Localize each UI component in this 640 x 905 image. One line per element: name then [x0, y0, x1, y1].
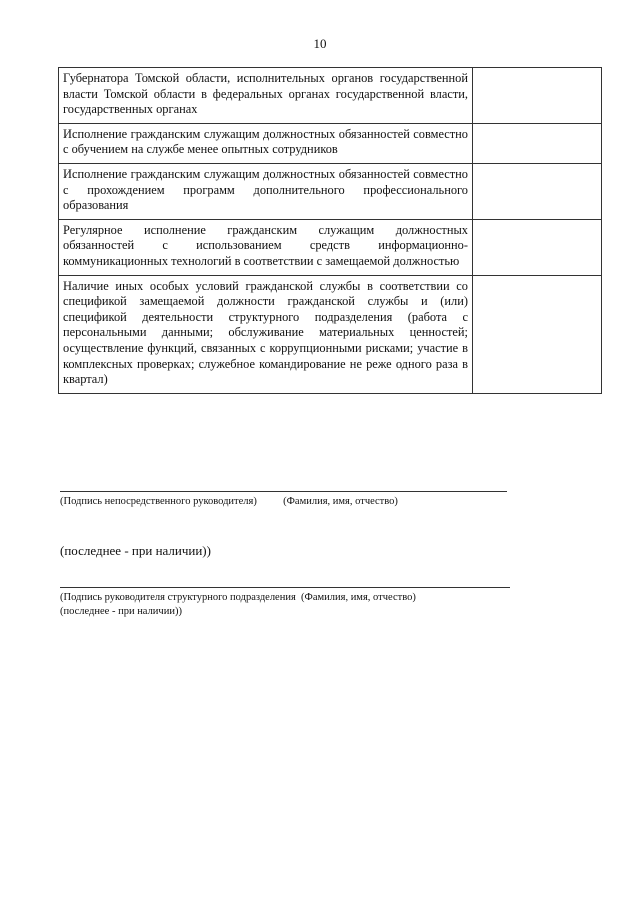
criteria-text-cell: Исполнение гражданским служащим должностных обязанностей совместно с обучением на службе менее опытных сотрудников [59, 123, 473, 163]
page-number: 10 [313, 36, 327, 51]
signature-line-department-head [60, 587, 510, 588]
criteria-text-cell: Регулярное исполнение гражданским служащим должностных обязанностей с использованием средств информационно-коммуникационных технологий в соответствии с замещаемой должностью [59, 219, 473, 275]
signature-line-supervisor [60, 491, 507, 492]
table-row [59, 123, 602, 163]
criteria-text-cell: Наличие иных особых условий гражданской службы в соответствии со спецификой замещаемой должности гражданской службы и (или) спецификой деятельности структурного подразделения (работа с персональными данными; обслуживание материальных ценностей; осуществление функций, связанных с коррупционными рисками; участие в комплексных проверках; служебное командирование не реже одного раза в квартал) [59, 275, 473, 393]
signature-note: (последнее - при наличии)) [60, 543, 211, 558]
mark-cell [473, 163, 602, 219]
table-row [59, 275, 602, 393]
table-row [59, 163, 602, 219]
criteria-text-cell: Губернатора Томской области, исполнительных органов государственной власти Томской области в федеральных органах государственной власти, государственных органах [59, 68, 473, 124]
signature-caption-department-head-note: (последнее - при наличии)) [60, 606, 182, 617]
criteria-text-cell: Исполнение гражданским служащим должностных обязанностей совместно с прохождением программ дополнительного профессионального образования [59, 163, 473, 219]
mark-cell [473, 219, 602, 275]
mark-cell [473, 68, 602, 124]
table-row [59, 219, 602, 275]
criteria-table [58, 67, 602, 394]
mark-cell [473, 123, 602, 163]
signature-caption-department-head: (Подпись руководителя структурного подразделения (Фамилия, имя, отчество) [60, 592, 416, 603]
signature-caption-supervisor: (Подпись непосредственного руководителя) (Фамилия, имя, отчество) [60, 496, 398, 507]
table-row [59, 68, 602, 124]
mark-cell [473, 275, 602, 393]
